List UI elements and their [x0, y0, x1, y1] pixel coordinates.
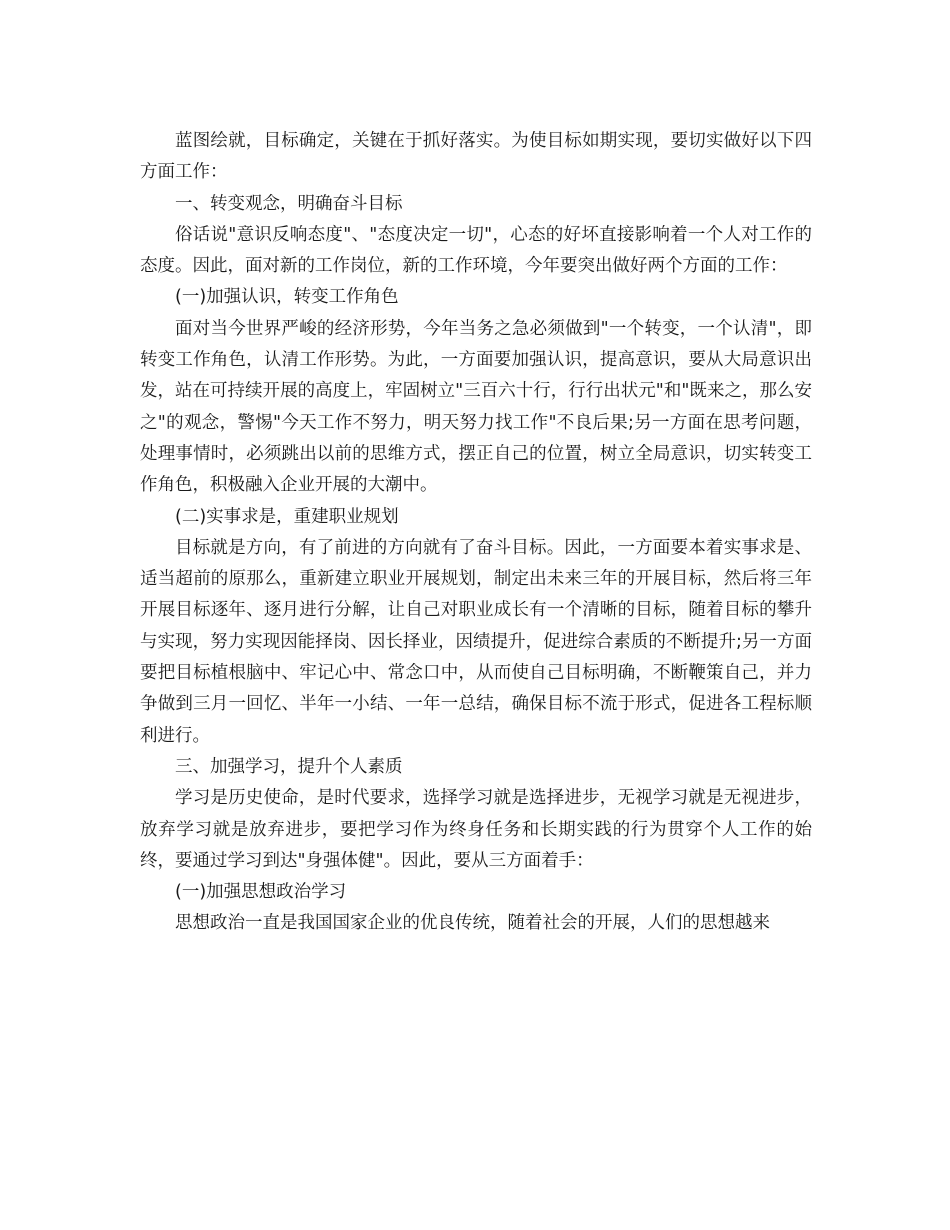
- intro-paragraph: 蓝图绘就，目标确定，关键在于抓好落实。为使目标如期实现，要切实做好以下四方面工作：: [140, 131, 812, 183]
- subsection-heading-3-1: (一)加强思想政治学习: [175, 882, 347, 903]
- body-paragraph: 思想政治一直是我国国家企业的优良传统，随着社会的开展，人们的思想越来: [175, 913, 770, 934]
- subsection-heading-1-1: (一)加强认识，转变工作角色: [175, 287, 399, 308]
- body-paragraph: 学习是历史使命，是时代要求，选择学习就是选择进步，无视学习就是无视进步，放弃学习就是放弃进步，要把学习作为终身任务和长期实践的行为贯穿个人工作的始终，要通过学习到达"身强体健"。因此，要从三方面着手：: [140, 788, 812, 871]
- document-body: [140, 126, 812, 940]
- body-paragraph: 目标就是方向，有了前进的方向就有了奋斗目标。因此，一方面要本着实事求是、适当超前的原那么，重新建立职业开展规划，制定出未来三年的开展目标，然后将三年开展目标逐年、逐月进行分解，让自己对职业成长有一个清晰的目标，随着目标的攀升与实现，努力实现因能择岗、因长择业，因绩提升，促进综合素质的不断提升;另一方面要把目标植根脑中、牢记心中、常念口中，从而使自己目标明确，不断鞭策自己，并力争做到三月一回忆、半年一小结、一年一总结，确保目标不流于形式，促进各工程标顺利进行。: [140, 537, 812, 746]
- subsection-heading-1-2: (二)实事求是，重建职业规划: [175, 506, 399, 527]
- body-paragraph: 俗话说"意识反响态度"、"态度决定一切"，心态的好坏直接影响着一个人对工作的态度。因此，面对新的工作岗位，新的工作环境，今年要突出做好两个方面的工作：: [140, 224, 812, 277]
- section-heading-3: 三、加强学习，提升个人素质: [175, 756, 403, 777]
- body-paragraph: 面对当今世界严峻的经济形势，今年当务之急必须做到"一个转变，一个认清"，即转变工作角色，认清工作形势。为此，一方面要加强认识，提高意识，要从大局意识出发，站在可持续开展的高度上，牢固树立"三百六十行，行行出状元"和"既来之，那么安之"的观念，警惕"今天工作不努力，明天努力找工作"不良后果;另一方面在思考问题，处理事情时，必须跳出以前的思维方式，摆正自己的位置，树立全局意识，切实转变工作角色，积极融入企业开展的大潮中。: [140, 318, 812, 496]
- section-heading-1: 一、转变观念，明确奋斗目标: [175, 193, 403, 214]
